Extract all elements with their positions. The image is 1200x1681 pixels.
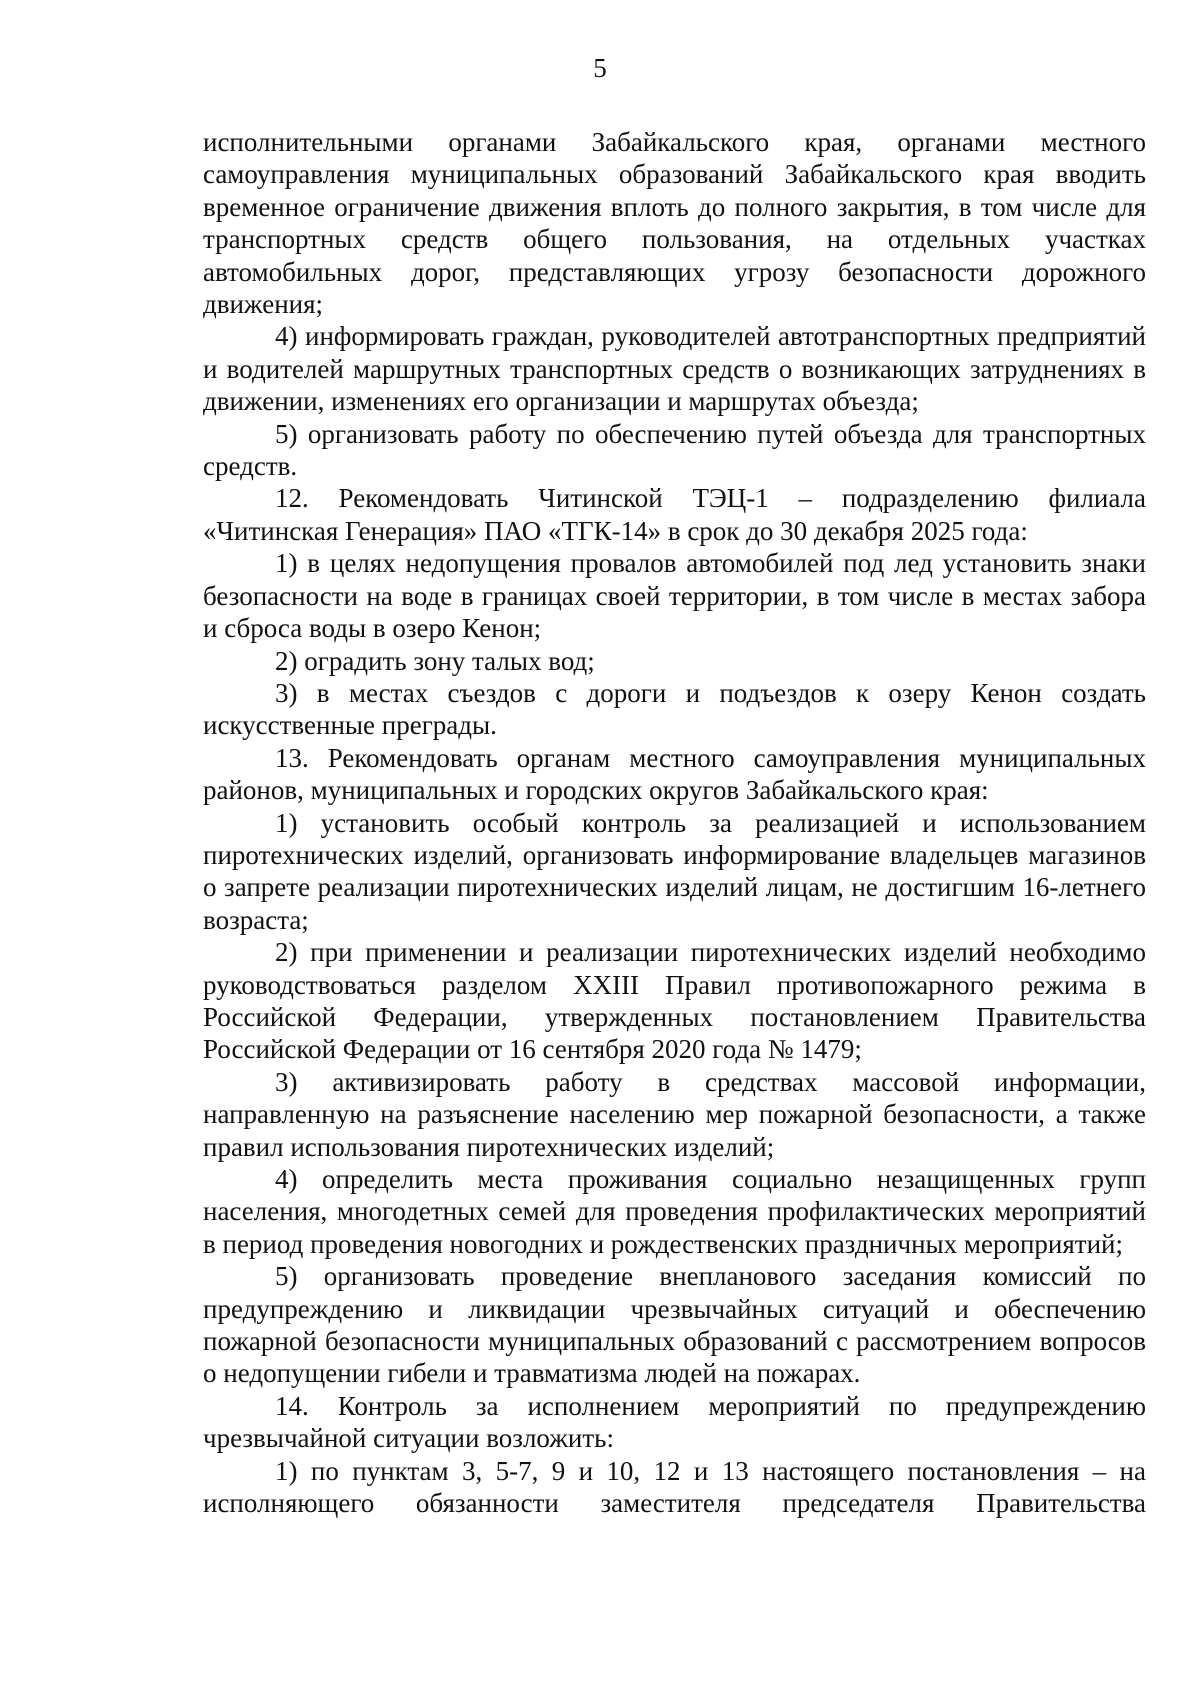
- paragraph-item-13-3: 3) активизировать работу в средствах массовой информации, направленную на разъяснение населению мер пожарной безопасности, а также правил использования пиротехнических изделий;: [203, 1066, 1146, 1162]
- paragraph-section-14: 14. Контроль за исполнением мероприятий по предупреждению чрезвычайной ситуации возложить:: [203, 1390, 1146, 1454]
- paragraph-item-13-1: 1) установить особый контроль за реализацией и использованием пиротехнических изделий, организовать информирование владельцев магазинов о запрете реализации пиротехнических изделий лицам, не достигшим 16-летнего возраста;: [203, 807, 1146, 935]
- paragraph-item-11-4: 4) информировать граждан, руководителей автотранспортных предприятий и водителей маршрутных транспортных средств о возникающих затруднениях в движении, изменениях его организации и маршрутах объезда;: [203, 321, 1146, 417]
- paragraph-item-13-5: 5) организовать проведение внепланового заседания комиссий по предупреждению и ликвидации чрезвычайных ситуаций и обеспечению пожарной безопасности муниципальных образований с рассмотрением вопросов о недопущении гибели и травматизма людей на пожарах.: [203, 1261, 1146, 1389]
- paragraph-section-13: 13. Рекомендовать органам местного самоуправления муниципальных районов, муниципальных и городских округов Забайкальского края:: [203, 742, 1146, 806]
- paragraph-continuation: исполнительными органами Забайкальского края, органами местного самоуправления муниципальных образований Забайкальского края вводить временное ограничение движения вплоть до полного закрытия, в том числе для транспортных средств общего пользования, на отдельных участках автомобильных дорог, представляющих угрозу безопасности дорожного движения;: [203, 127, 1146, 320]
- paragraph-section-12: 12. Рекомендовать Читинской ТЭЦ-1 – подразделению филиала «Читинская Генерация» ПАО «ТГК-14» в срок до 30 декабря 2025 года:: [203, 483, 1146, 546]
- paragraph-item-12-2: 2) оградить зону талых вод;: [275, 645, 595, 676]
- paragraph-item-11-5: 5) организовать работу по обеспечению путей объезда для транспортных средств.: [203, 418, 1146, 482]
- paragraph-item-13-4: 4) определить места проживания социально незащищенных групп населения, многодетных семей для проведения профилактических мероприятий в период проведения новогодних и рождественских праздничных мероприятий;: [203, 1164, 1146, 1259]
- page-number: 5: [593, 53, 607, 83]
- paragraph-item-12-1: 1) в целях недопущения провалов автомобилей под лед установить знаки безопасности на воде в границах своей территории, в том числе в местах забора и сброса воды в озеро Кенон;: [203, 548, 1146, 644]
- paragraph-item-12-3: 3) в местах съездов с дороги и подъездов к озеру Кенон создать искусственные преграды.: [203, 677, 1146, 741]
- paragraph-item-14-1: 1) по пунктам 3, 5-7, 9 и 10, 12 и 13 настоящего постановления – на исполняющего обязанности заместителя председателя Правительства: [203, 1455, 1146, 1519]
- paragraph-item-13-2: 2) при применении и реализации пиротехнических изделий необходимо руководствоваться разделом XXIII Правил противопожарного режима в Российской Федерации, утвержденных постановлением Правительства Российской Федерации от 16 сентября 2020 года № 1479;: [203, 937, 1146, 1065]
- document-body: [203, 126, 1146, 1519]
